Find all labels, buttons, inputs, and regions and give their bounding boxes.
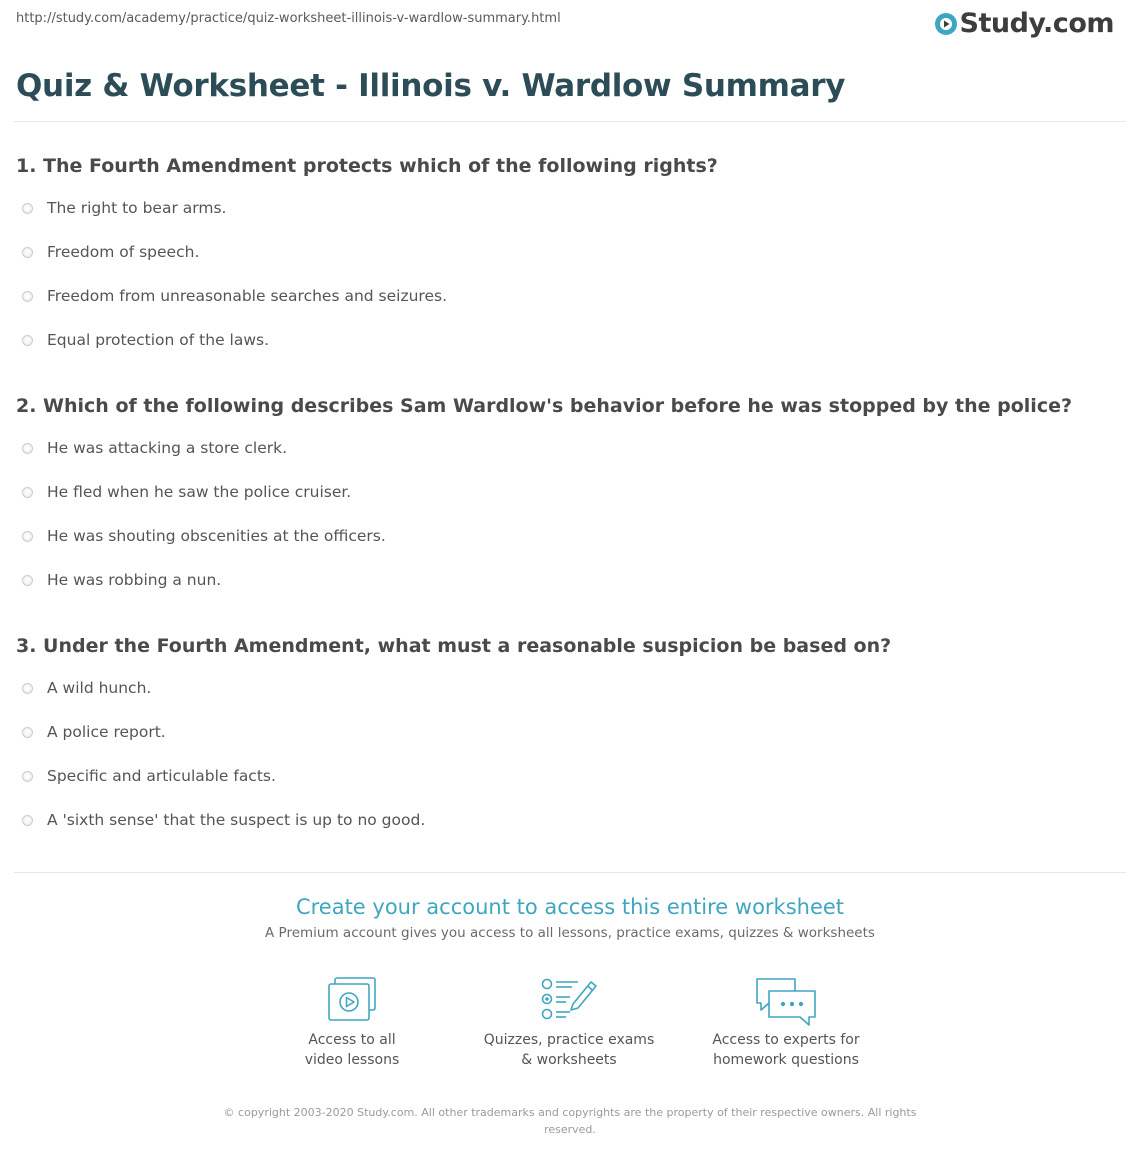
- answer-option[interactable]: [22, 723, 166, 741]
- answer-option[interactable]: [22, 811, 425, 829]
- answer-label: Specific and articulable facts.: [47, 767, 276, 785]
- answer-label: A police report.: [47, 723, 166, 741]
- answer-option[interactable]: [22, 331, 269, 349]
- page-url: http://study.com/academy/practice/quiz-worksheet-illinois-v-wardlow-summary.html: [16, 11, 561, 26]
- radio-button[interactable]: [22, 727, 33, 738]
- answer-option[interactable]: [22, 199, 226, 217]
- answer-label: Equal protection of the laws.: [47, 331, 270, 349]
- question-2: 2. Which of the following describes Sam Wardlow's behavior before he was stopped by the police?: [16, 395, 1072, 417]
- radio-button[interactable]: [22, 443, 33, 454]
- radio-button[interactable]: [22, 487, 33, 498]
- answer-option[interactable]: [22, 287, 447, 305]
- title-divider: [14, 121, 1126, 122]
- radio-button[interactable]: [22, 335, 33, 346]
- radio-button[interactable]: [22, 531, 33, 542]
- cta-divider: [14, 872, 1126, 873]
- answer-label: He was attacking a store clerk.: [47, 439, 288, 457]
- answer-option[interactable]: [22, 571, 221, 589]
- study-com-logo[interactable]: [934, 8, 1114, 39]
- answer-label: A 'sixth sense' that the suspect is up to no good.: [47, 811, 426, 829]
- answer-option[interactable]: [22, 439, 287, 457]
- radio-button[interactable]: [22, 815, 33, 826]
- answer-label: Freedom from unreasonable searches and seizures.: [47, 287, 448, 305]
- radio-button[interactable]: [22, 575, 33, 586]
- chat-bubbles-icon: [753, 976, 819, 1028]
- radio-button[interactable]: [22, 291, 33, 302]
- answer-label: Freedom of speech.: [47, 243, 200, 261]
- quiz-checklist-icon: [540, 976, 598, 1022]
- copyright-notice: [210, 1104, 930, 1138]
- radio-button[interactable]: [22, 247, 33, 258]
- logo-text: Study.com: [959, 8, 1114, 39]
- answer-label: He was shouting obscenities at the officers.: [47, 527, 386, 545]
- answer-label: He fled when he saw the police cruiser.: [47, 483, 352, 501]
- feature-quizzes: [469, 976, 669, 1070]
- answer-option[interactable]: [22, 679, 151, 697]
- answer-label: The right to bear arms.: [47, 199, 227, 217]
- answer-option[interactable]: [22, 243, 199, 261]
- answer-label: He was robbing a nun.: [47, 571, 222, 589]
- answer-label: A wild hunch.: [47, 679, 152, 697]
- feature-label-line1: Quizzes, practice exams: [483, 1032, 655, 1048]
- feature-label-line2: homework questions: [713, 1052, 859, 1068]
- radio-button[interactable]: [22, 771, 33, 782]
- answer-option[interactable]: [22, 767, 276, 785]
- question-1: 1. The Fourth Amendment protects which of the following rights?: [16, 155, 718, 177]
- feature-label-line2: video lessons: [304, 1052, 400, 1068]
- feature-video-lessons: [252, 976, 452, 1070]
- radio-button[interactable]: [22, 683, 33, 694]
- feature-label-line2: & worksheets: [521, 1052, 617, 1068]
- feature-experts: [686, 976, 886, 1070]
- create-account-link[interactable]: Create your account to access this entire worksheet: [295, 895, 845, 919]
- radio-button[interactable]: [22, 203, 33, 214]
- video-lessons-icon: [326, 976, 378, 1022]
- question-3: 3. Under the Fourth Amendment, what must a reasonable suspicion be based on?: [16, 635, 892, 657]
- feature-label-line1: Access to all: [308, 1032, 396, 1048]
- copyright-line-1: © copyright 2003-2020 Study.com. All other trademarks and copyrights are the property of their respective owners. All rights: [223, 1106, 917, 1119]
- premium-description: A Premium account gives you access to all lessons, practice exams, quizzes & worksheets: [265, 925, 875, 941]
- feature-label-line1: Access to experts for: [712, 1032, 860, 1048]
- page-title: Quiz & Worksheet - Illinois v. Wardlow Summary: [16, 68, 846, 104]
- answer-option[interactable]: [22, 483, 351, 501]
- answer-option[interactable]: [22, 527, 386, 545]
- play-circle-icon: [934, 12, 958, 36]
- copyright-line-2: reserved.: [544, 1123, 596, 1136]
